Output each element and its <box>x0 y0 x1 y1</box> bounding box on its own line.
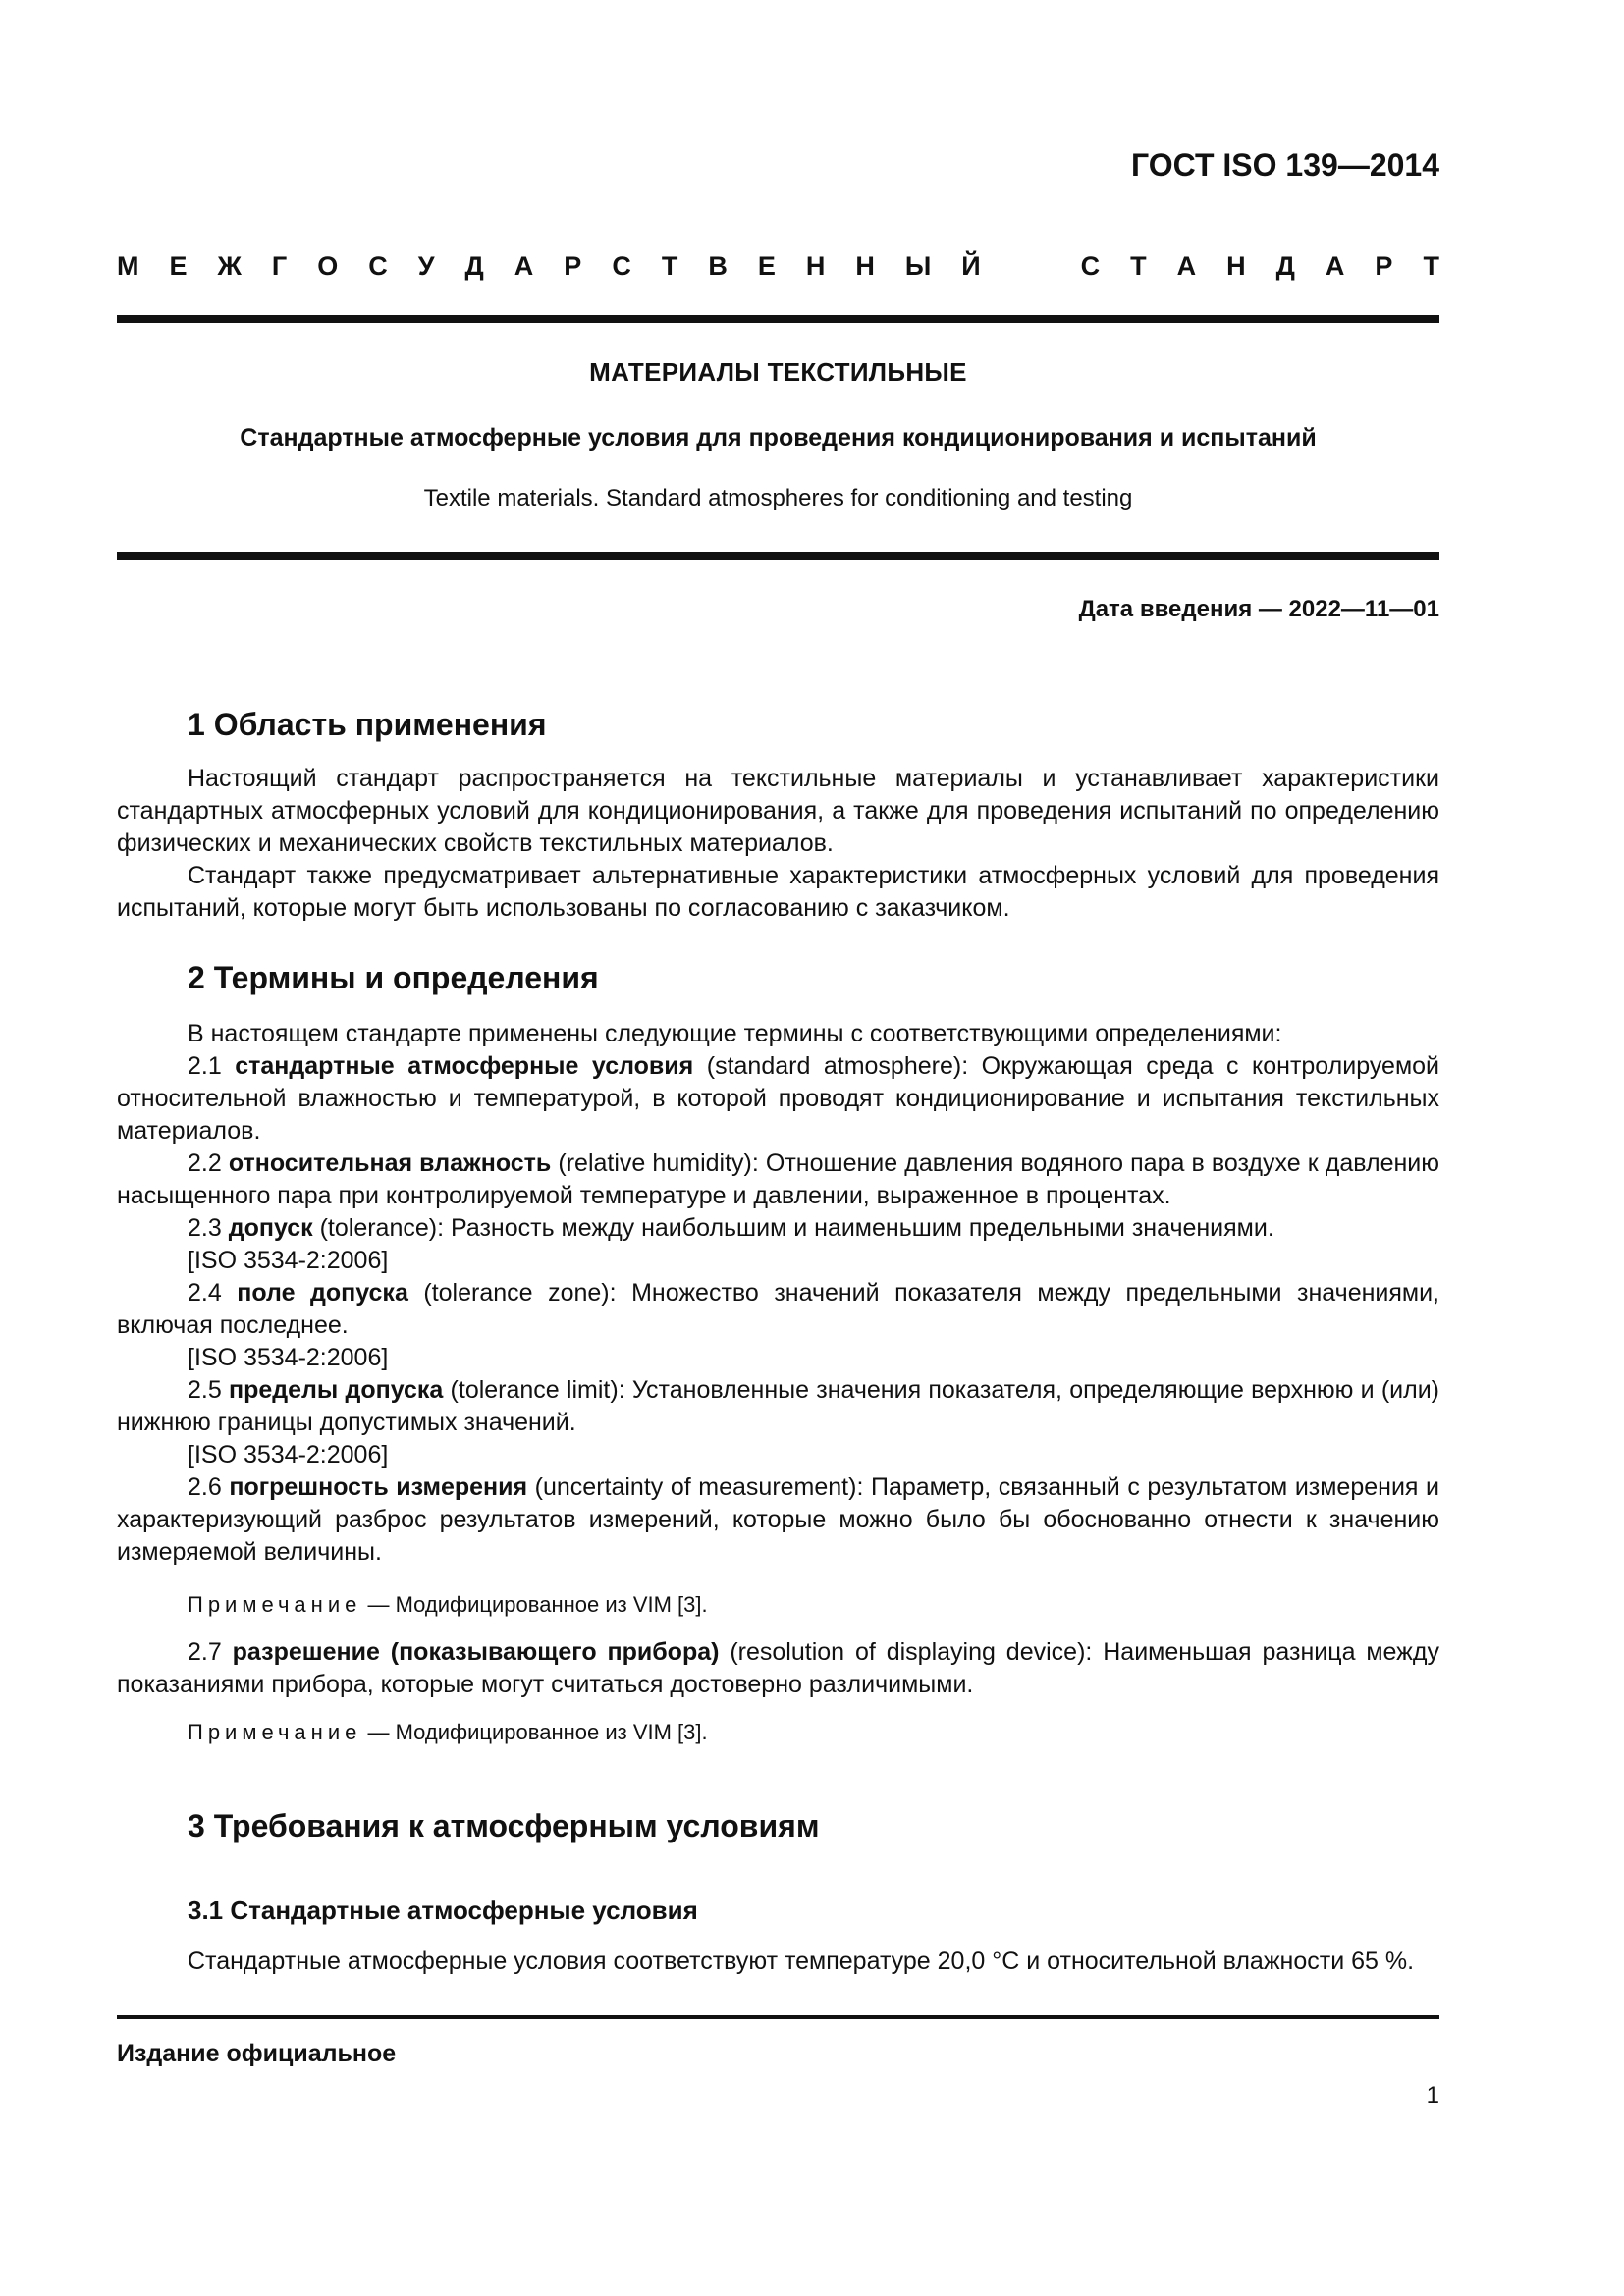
note-2: Примечание — Модифицированное из VIM [3]. <box>188 1720 708 1744</box>
section-2-heading: 2 Термины и определения <box>188 960 599 995</box>
reference: [ISO 3534-2:2006] <box>188 1247 389 1274</box>
term-2-6: 2.6 погрешность измерения (uncertainty of measurement): Параметр, связанный с результатом измерения и характеризующий разброс результатов измерений, которые можно было бы обоснованно отнести к значению измеряемой величины. <box>117 1473 1439 1566</box>
title-rule <box>117 552 1439 560</box>
banner-word2-letter: С <box>1080 251 1101 281</box>
paragraph: Стандарт также предусматривает альтернативные характеристики атмосферных условий для проведения испытаний, которые могут быть использованы по согласованию с заказчиком. <box>117 862 1439 922</box>
paragraph: В настоящем стандарте применены следующие термины с соответствующими определениями: <box>188 1020 1282 1047</box>
banner-word1-letter: Е <box>757 251 776 281</box>
banner-gap <box>1011 251 1051 282</box>
footer-rule <box>117 2015 1439 2019</box>
subtitle-ru: Стандартные атмосферные условия для проведения кондиционирования и испытаний <box>240 424 1317 452</box>
banner-word1-letter: М <box>117 251 139 281</box>
title-ru: МАТЕРИАЛЫ ТЕКСТИЛЬНЫЕ <box>589 357 967 387</box>
note-1: Примечание — Модифицированное из VIM [3]. <box>188 1592 708 1617</box>
banner-word2-letter: Т <box>1130 251 1147 281</box>
banner-word1-letter: О <box>317 251 339 281</box>
banner-word1-letter: Й <box>961 251 981 281</box>
official-edition-label: Издание официальное <box>117 2040 397 2067</box>
reference: [ISO 3534-2:2006] <box>188 1441 389 1468</box>
banner-word1-letter: С <box>612 251 631 281</box>
section-1-heading: 1 Область применения <box>188 707 547 742</box>
term-2-5: 2.5 пределы допуска (tolerance limit): Установленные значения показателя, определяющие верхнюю и (или) нижнюю границы допустимых значений. <box>117 1376 1440 1436</box>
interstate-standard-banner <box>117 251 1439 282</box>
title-en: Textile materials. Standard atmospheres for conditioning and testing <box>423 485 1133 511</box>
section-3-1-heading: 3.1 Стандартные атмосферные условия <box>188 1896 698 1925</box>
term-2-7: 2.7 разрешение (показывающего прибора) (resolution of displaying device): Наименьшая разница между показаниями прибора, которые могут считаться достоверно различимыми. <box>117 1638 1439 1698</box>
banner-word1-letter: В <box>708 251 728 281</box>
section-2-body <box>117 1018 1439 1569</box>
banner-word2-letter: Н <box>1226 251 1246 281</box>
banner-word1-letter: С <box>368 251 388 281</box>
page-number: 1 <box>1426 2082 1439 2109</box>
banner-word1-letter: Г <box>271 251 288 281</box>
banner-word2-letter: А <box>1176 251 1197 281</box>
standard-number: ГОСТ ISO 139—2014 <box>1131 147 1439 183</box>
paragraph: Стандартные атмосферные условия соответствуют температуре 20,0 °С и относительной влажности 65 %. <box>188 1948 1415 1975</box>
banner-word1-letter: Д <box>464 251 484 281</box>
introduction-date: Дата введения — 2022—11—01 <box>1078 596 1439 622</box>
banner-word1-letter: Ж <box>217 251 242 281</box>
top-rule <box>117 315 1439 323</box>
term-2-3: 2.3 допуск (tolerance): Разность между наибольшим и наименьшим предельными значениями. <box>188 1214 1274 1242</box>
paragraph: Настоящий стандарт распространяется на текстильные материалы и устанавливает характеристики стандартных атмосферных условий для кондиционирования, а также для проведения испытаний по определению физических и механических свойств текстильных материалов. <box>117 765 1439 857</box>
term-2-1: 2.1 стандартные атмосферные условия (standard atmosphere): Окружающая среда с контролируемой относительной влажностью и температурой, в которой проводят кондиционирование и испытания текстильных материалов. <box>117 1052 1440 1145</box>
banner-word1-letter: Ы <box>904 251 932 281</box>
banner-word1-letter: А <box>514 251 534 281</box>
banner-word1-letter: Н <box>855 251 875 281</box>
section-3-1-body <box>117 1946 1439 1978</box>
term-2-4: 2.4 поле допуска (tolerance zone): Множество значений показателя между предельными значениями, включая последнее. <box>117 1279 1440 1339</box>
section-1-body <box>117 763 1439 925</box>
section-3-heading: 3 Требования к атмосферным условиям <box>188 1808 820 1843</box>
banner-word2-letter: Т <box>1423 251 1439 281</box>
banner-word1-letter: У <box>417 251 435 281</box>
banner-word2-letter: Д <box>1275 251 1295 281</box>
banner-word1-letter: Т <box>661 251 678 281</box>
banner-word2-letter: Р <box>1375 251 1393 281</box>
term-2-7-block <box>117 1636 1439 1701</box>
banner-word2-letter: А <box>1325 251 1345 281</box>
term-2-2: 2.2 относительная влажность (relative humidity): Отношение давления водяного пара в воздухе к давлению насыщенного пара при контролируемой температуре и давлении, выраженное в процентах. <box>117 1149 1440 1209</box>
reference: [ISO 3534-2:2006] <box>188 1344 389 1371</box>
banner-word1-letter: Н <box>805 251 826 281</box>
banner-word1-letter: Р <box>564 251 582 281</box>
banner-word1-letter: Е <box>169 251 188 281</box>
